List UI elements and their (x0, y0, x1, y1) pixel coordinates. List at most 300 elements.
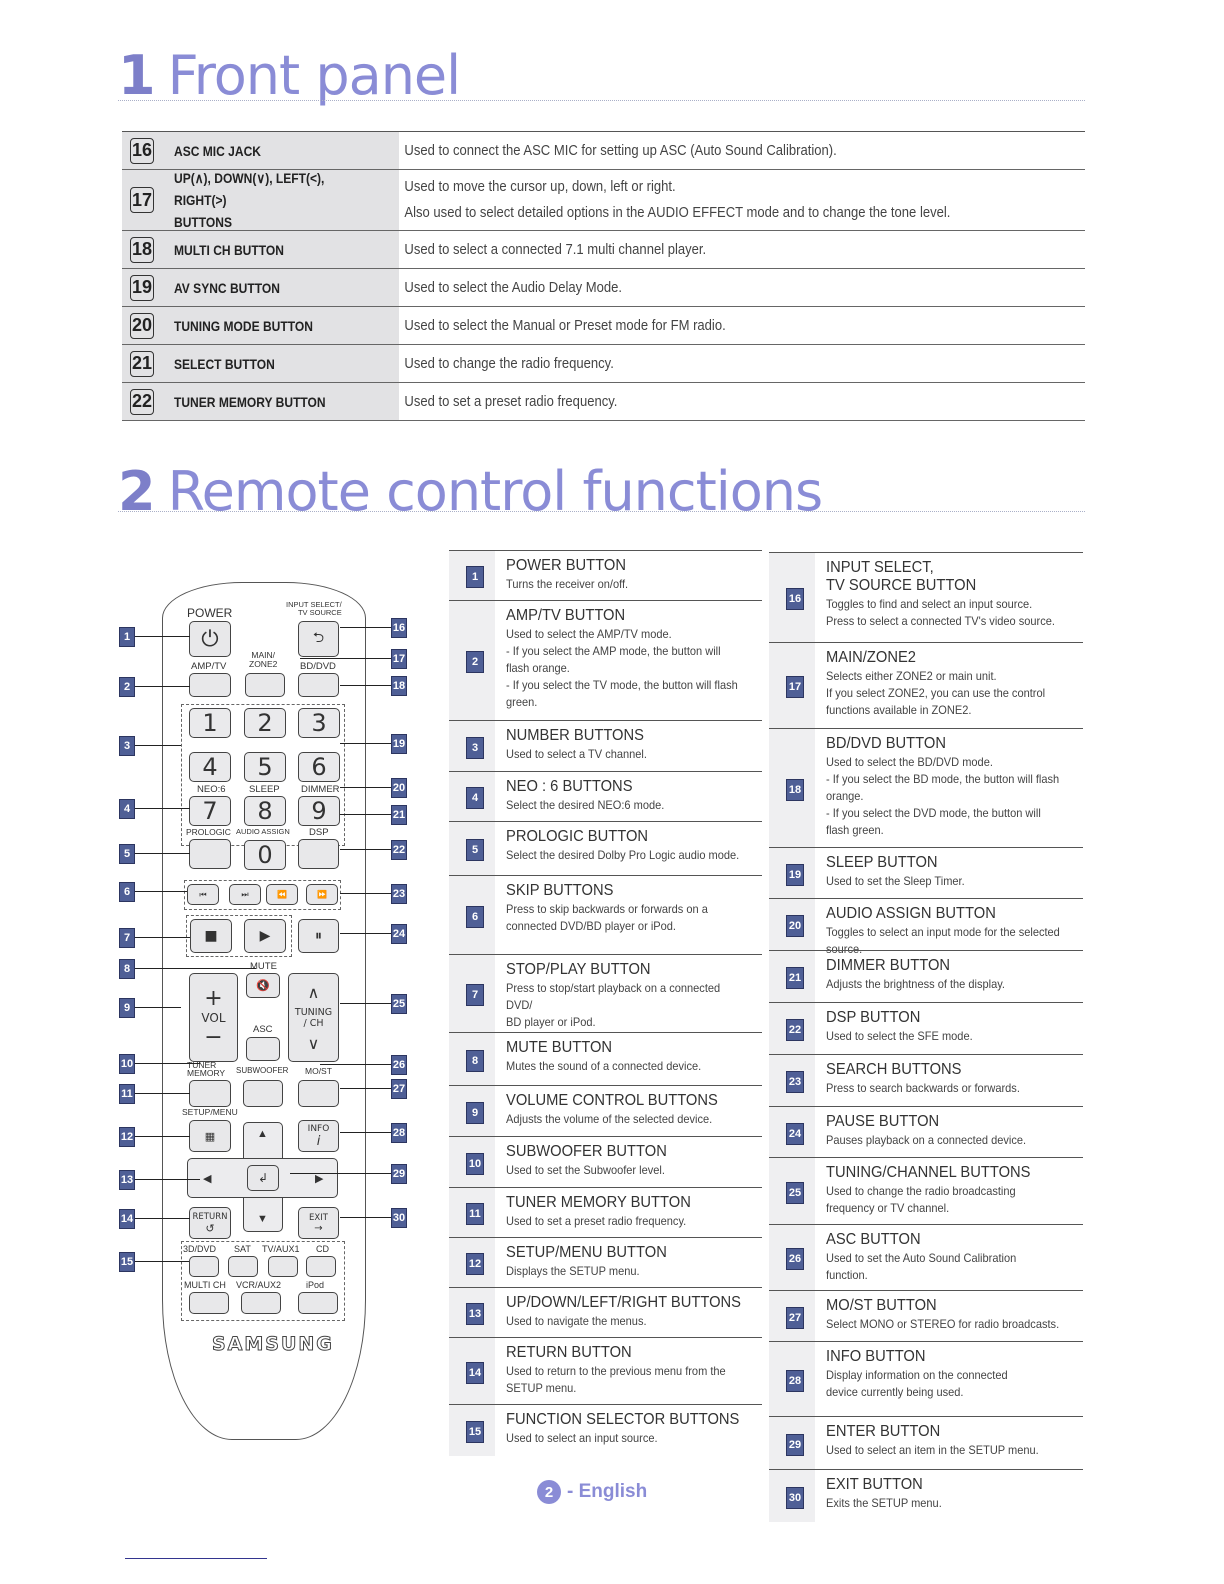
main-zone2-button (245, 673, 285, 697)
function-description: Press to stop/start playback on a connected DVD/ BD player or iPod. (506, 981, 721, 1029)
source-label: VCR/AUX2 (236, 1280, 282, 1290)
input-select-label: INPUT SELECT/ TV SOURCE (286, 600, 342, 617)
function-title: TUNER MEMORY BUTTON (506, 1194, 691, 1211)
callout-badge: 18 (391, 676, 407, 696)
function-title: PAUSE BUTTON (826, 1113, 940, 1130)
source-button (189, 1256, 219, 1277)
function-title: ASC BUTTON (826, 1231, 921, 1248)
function-item (449, 1136, 762, 1187)
callout-line (340, 1088, 391, 1089)
tuning-down-icon: ∨ (307, 1033, 320, 1053)
description-line: Used to select the Manual or Preset mode for FM radio. (404, 317, 726, 334)
front-panel-key (122, 269, 399, 306)
callout-line (135, 1218, 190, 1219)
bd-dvd-label: BD/DVD (300, 661, 336, 672)
sleep-label: SLEEP (249, 784, 280, 795)
callout-badge: 5 (119, 844, 135, 864)
callout-line (290, 1173, 391, 1174)
digit-button-9: 9 (298, 796, 340, 826)
description-line: Used to change the radio frequency. (404, 355, 614, 372)
function-description: Used to set the Auto Sound Calibration function. (826, 1251, 1017, 1282)
function-title: NEO : 6 BUTTONS (506, 778, 633, 795)
enter-icon: ↲ (247, 1165, 279, 1191)
function-item (769, 552, 1083, 642)
function-description: Toggles to select an input mode for the selected source. (826, 925, 1060, 956)
function-item (769, 1054, 1083, 1106)
digit-button-2: 2 (244, 708, 286, 738)
callout-badge: 21 (391, 805, 407, 825)
function-number-badge: 12 (466, 1253, 484, 1275)
item-name: TUNING MODE BUTTON (174, 317, 313, 334)
callout-line (340, 1132, 391, 1133)
item-number: 18 (130, 237, 154, 263)
item-number: 20 (130, 313, 154, 339)
function-description: Used to select the SFE mode. (826, 1029, 973, 1043)
section-number: 2 (118, 460, 156, 523)
section-number: 1 (118, 44, 156, 107)
tuner-memory-button (189, 1080, 231, 1107)
callout-line (320, 1064, 391, 1065)
exit-button (298, 1207, 339, 1239)
function-number-badge: 29 (786, 1434, 804, 1456)
return-icon: ↺ (205, 1221, 215, 1235)
exit-icon: → (314, 1222, 323, 1234)
callout-badge: 2 (119, 677, 135, 697)
volume-down-icon: − (204, 1024, 223, 1050)
function-title: SUBWOOFER BUTTON (506, 1143, 667, 1160)
function-description: Select the desired NEO:6 mode. (506, 798, 665, 812)
source-button (298, 1292, 338, 1314)
item-description (399, 389, 642, 415)
description-line: Used to select a connected 7.1 multi channel player. (404, 241, 707, 258)
function-title: AUDIO ASSIGN BUTTON (826, 905, 996, 922)
tuner-memory-label: TUNER MEMORY (187, 1060, 226, 1078)
function-number-badge: 5 (466, 839, 484, 861)
pause-icon: ⏸ (298, 919, 339, 953)
source-label: TV/AUX1 (262, 1244, 300, 1254)
search-back-icon: ⏪ (266, 884, 298, 905)
function-number-badge: 15 (466, 1421, 484, 1443)
front-panel-row (122, 383, 1085, 421)
item-name: TUNER MEMORY BUTTON (174, 393, 326, 410)
front-panel-key (122, 383, 399, 420)
digit-button-4: 4 (189, 752, 231, 782)
function-number-badge: 2 (466, 651, 484, 673)
function-number-badge: 1 (466, 566, 484, 588)
skip-back-icon: ⏮ (187, 884, 219, 905)
function-title: AMP/TV BUTTON (506, 607, 626, 624)
function-item (449, 1237, 762, 1287)
function-number-badge: 17 (786, 676, 804, 698)
item-number: 19 (130, 275, 154, 301)
callout-badge: 29 (391, 1164, 407, 1184)
callout-line (340, 627, 391, 628)
description-line: Also used to select detailed options in the AUDIO EFFECT mode and to change the tone level. (404, 205, 951, 221)
function-number-badge: 18 (786, 779, 804, 801)
source-label: 3D/DVD (183, 1244, 217, 1254)
function-title: DIMMER BUTTON (826, 957, 951, 974)
function-item (449, 1187, 762, 1237)
power-label: POWER (187, 606, 233, 620)
callout-badge: 6 (119, 882, 135, 902)
function-description: Adjusts the volume of the selected device. (506, 1112, 713, 1126)
digit-button-3: 3 (298, 708, 340, 738)
callout-badge: 19 (391, 734, 407, 754)
item-number: 21 (130, 351, 154, 377)
callout-line (135, 1007, 181, 1008)
function-item (769, 1106, 1083, 1157)
callout-badge: 24 (391, 924, 407, 944)
callout-badge: 14 (119, 1209, 135, 1229)
function-number-badge: 6 (466, 906, 484, 928)
subwoofer-label: SUBWOOFER (236, 1066, 289, 1075)
item-name: UP(∧), DOWN(∨), LEFT(<), RIGHT(>) BUTTONS (174, 170, 325, 230)
skip-forward-icon: ⏭ (229, 884, 261, 905)
mute-label: MUTE (250, 961, 277, 972)
function-description: Select MONO or STEREO for radio broadcasts. (826, 1317, 1060, 1331)
callout-line (135, 1261, 189, 1262)
digit-button-7: 7 (189, 796, 231, 826)
function-title: SETUP/MENU BUTTON (506, 1244, 667, 1261)
function-number-badge: 30 (786, 1487, 804, 1509)
section-divider (118, 100, 1085, 101)
function-description: Used to select an input source. (506, 1431, 658, 1445)
mo-st-button (298, 1080, 339, 1107)
callout-line (135, 937, 190, 938)
bd-dvd-button (298, 673, 339, 697)
function-item (769, 847, 1083, 898)
function-description: Displays the SETUP menu. (506, 1264, 640, 1278)
front-panel-key (122, 132, 399, 169)
item-name: ASC MIC JACK (174, 142, 261, 159)
function-title: VOLUME CONTROL BUTTONS (506, 1092, 718, 1109)
function-item (769, 898, 1083, 956)
down-arrow-icon: ▼ (257, 1213, 268, 1225)
function-item (449, 771, 762, 821)
function-title: TUNING/CHANNEL BUTTONS (826, 1164, 1031, 1181)
callout-line (135, 1093, 190, 1094)
description-line: Used to set a preset radio frequency. (404, 393, 618, 410)
function-description: Display information on the connected device currently being used. (826, 1368, 1008, 1399)
function-item (769, 1469, 1083, 1522)
function-title: EXIT BUTTON (826, 1476, 923, 1493)
item-name: AV SYNC BUTTON (174, 279, 280, 296)
section-title: Remote control functions (167, 460, 823, 523)
setup-menu-icon: ▦ (189, 1120, 231, 1152)
source-label: SAT (234, 1244, 251, 1254)
callout-badge: 16 (391, 618, 407, 638)
front-panel-row (122, 269, 1085, 307)
function-title: INFO BUTTON (826, 1348, 926, 1365)
samsung-logo: SAMSUNG (212, 1333, 334, 1355)
dsp-button (298, 839, 339, 869)
function-description: Used to return to the previous menu from the SETUP menu. (506, 1364, 726, 1395)
front-panel-key (122, 345, 399, 382)
function-title: BD/DVD BUTTON (826, 735, 946, 752)
function-description: Mutes the sound of a connected device. (506, 1059, 702, 1073)
item-number: 22 (130, 389, 154, 415)
function-title: SEARCH BUTTONS (826, 1061, 962, 1078)
callout-badge: 17 (391, 649, 407, 669)
mo-st-label: MO/ST (305, 1066, 332, 1076)
info-icon: i (316, 1133, 321, 1149)
function-item (449, 875, 762, 954)
function-item (449, 1287, 762, 1337)
callout-line (135, 1136, 190, 1137)
function-description: Used to set the Subwoofer level. (506, 1163, 665, 1177)
function-title: MAIN/ZONE2 (826, 649, 916, 666)
front-panel-row (122, 345, 1085, 383)
callout-badge: 9 (119, 998, 135, 1018)
item-description (399, 275, 647, 301)
callout-badge: 30 (391, 1208, 407, 1228)
callout-line (340, 933, 391, 934)
item-number: 17 (130, 187, 154, 213)
function-number-badge: 23 (786, 1071, 804, 1093)
bottom-rule (125, 1558, 267, 1559)
stop-icon: ■ (190, 919, 232, 953)
language-label: - English (567, 1481, 648, 1502)
callout-badge: 13 (119, 1170, 135, 1190)
function-number-badge: 8 (466, 1050, 484, 1072)
asc-label: ASC (253, 1024, 273, 1035)
callout-line (340, 849, 391, 850)
front-panel-key (122, 170, 399, 230)
function-item (769, 642, 1083, 728)
source-button (189, 1292, 229, 1314)
section-1-header (118, 44, 460, 114)
function-item (449, 1337, 762, 1404)
digit-button-8: 8 (244, 796, 286, 826)
function-title: DSP BUTTON (826, 1009, 921, 1026)
function-description: Selects either ZONE2 or main unit. If you select ZONE2, you can use the control functions available in ZONE2. (826, 669, 1046, 717)
function-title: MO/ST BUTTON (826, 1297, 937, 1314)
callout-badge: 11 (119, 1084, 135, 1104)
asc-button (246, 1037, 280, 1061)
callout-badge: 26 (391, 1055, 407, 1075)
section-title: Front panel (167, 44, 461, 107)
return-button (189, 1207, 231, 1239)
front-panel-row (122, 307, 1085, 345)
function-item (449, 720, 762, 771)
callout-line (340, 787, 391, 788)
exit-label: EXIT (309, 1212, 328, 1223)
function-description: Used to select the AMP/TV mode. - If you select the AMP mode, the button will flash orange. - If you select the TV mode, the button will flash green. (506, 627, 738, 709)
function-item (449, 1032, 762, 1085)
description-line: Used to connect the ASC MIC for setting up ASC (Auto Sound Calibration). (404, 142, 837, 159)
function-number-badge: 27 (786, 1307, 804, 1329)
source-button (306, 1256, 336, 1277)
page-number: 2 (537, 1480, 561, 1504)
function-description: Used to change the radio broadcasting frequency or TV channel. (826, 1184, 1016, 1215)
function-item (449, 550, 762, 600)
callout-badge: 22 (391, 840, 407, 860)
tuning-label: TUNING / CH (294, 1006, 333, 1029)
callout-badge: 12 (119, 1127, 135, 1147)
function-description: Pauses playback on a connected device. (826, 1133, 1027, 1147)
callout-line (135, 853, 190, 854)
function-title: NUMBER BUTTONS (506, 727, 644, 744)
function-description: Adjusts the brightness of the display. (826, 977, 1005, 991)
callout-badge: 1 (119, 627, 135, 647)
callout-line (135, 636, 190, 637)
function-item (449, 1085, 762, 1136)
callout-line (340, 1003, 391, 1004)
item-description (399, 313, 762, 339)
dsp-label: DSP (309, 827, 329, 838)
digit-button-6: 6 (298, 752, 340, 782)
function-number-badge: 28 (786, 1370, 804, 1392)
function-number-badge: 10 (466, 1153, 484, 1175)
mute-icon: 🔇 (246, 973, 280, 998)
function-title: ENTER BUTTON (826, 1423, 941, 1440)
function-title: STOP/PLAY BUTTON (506, 961, 651, 978)
function-description: Select the desired Dolby Pro Logic audio mode. (506, 848, 740, 862)
function-item (449, 821, 762, 875)
callout-line (135, 686, 190, 687)
dimmer-label: DIMMER (301, 784, 340, 795)
front-panel-row (122, 170, 1085, 231)
main-zone2-label: MAIN/ ZONE2 (249, 650, 278, 669)
digit-button-5: 5 (244, 752, 286, 782)
callout-badge: 27 (391, 1079, 407, 1099)
callout-badge: 23 (391, 884, 407, 904)
function-number-badge: 7 (466, 984, 484, 1006)
callout-line (135, 808, 190, 809)
function-description: Toggles to find and select an input source. Press to select a connected TV's video source. (826, 597, 1055, 628)
function-item (769, 1290, 1083, 1341)
function-item (769, 1157, 1083, 1224)
section-2-header (118, 460, 822, 530)
function-title: SLEEP BUTTON (826, 854, 938, 871)
source-label: MULTI CH (184, 1280, 226, 1290)
item-description (399, 237, 740, 263)
search-forward-icon: ⏩ (306, 884, 338, 905)
callout-line (340, 814, 391, 815)
function-description: Press to search backwards or forwards. (826, 1081, 1020, 1095)
function-title: SKIP BUTTONS (506, 882, 614, 899)
function-description: Used to navigate the menus. (506, 1314, 647, 1328)
function-number-badge: 11 (466, 1203, 484, 1225)
function-description: Exits the SETUP menu. (826, 1496, 942, 1510)
left-arrow-icon: ◀ (203, 1173, 212, 1185)
prologic-label: PROLOGIC (186, 827, 231, 837)
source-button (228, 1256, 258, 1277)
play-icon: ▶ (244, 919, 286, 953)
callout-line (135, 891, 187, 892)
callout-badge: 25 (391, 994, 407, 1014)
volume-label: VOL (201, 1010, 226, 1025)
function-description: Used to set the Sleep Timer. (826, 874, 965, 888)
function-number-badge: 25 (786, 1182, 804, 1204)
up-arrow-icon: ▲ (257, 1128, 268, 1140)
function-description: Used to select a TV channel. (506, 747, 647, 761)
neo6-label: NEO:6 (197, 784, 226, 795)
callout-badge: 8 (119, 959, 135, 979)
front-panel-key (122, 307, 399, 344)
power-button: ⏻ (189, 621, 231, 657)
function-description: Used to set a preset radio frequency. (506, 1214, 687, 1228)
page-footer (537, 1480, 647, 1504)
callout-line (340, 685, 391, 686)
function-title: MUTE BUTTON (506, 1039, 613, 1056)
function-item (769, 1341, 1083, 1416)
callout-line (340, 743, 391, 744)
callout-line (135, 1063, 200, 1064)
volume-up-icon: + (204, 985, 223, 1011)
function-number-badge: 3 (466, 737, 484, 759)
front-panel-table (122, 131, 1085, 421)
volume-rocker (189, 973, 238, 1062)
function-number-badge: 16 (786, 588, 804, 610)
item-number: 16 (130, 138, 154, 164)
callout-line (340, 893, 391, 894)
callout-badge: 28 (391, 1123, 407, 1143)
subwoofer-button (243, 1080, 283, 1107)
function-item (769, 1224, 1083, 1290)
item-name: SELECT BUTTON (174, 355, 275, 372)
audio-assign-label: AUDIO ASSIGN (236, 827, 290, 836)
function-number-badge: 14 (466, 1362, 484, 1384)
section-divider (118, 511, 1085, 512)
source-button (268, 1256, 298, 1277)
function-description: Used to select the BD/DVD mode. - If you select the BD mode, the button will flash orange. - If you select the DVD mode, the button will flash green. (826, 755, 1060, 837)
function-item (769, 728, 1083, 847)
function-title: PROLOGIC BUTTON (506, 828, 649, 845)
function-item (449, 1404, 762, 1456)
callout-badge: 3 (119, 736, 135, 756)
source-label: CD (316, 1244, 329, 1254)
source-button (241, 1292, 281, 1314)
function-description: Turns the receiver on/off. (506, 577, 629, 591)
function-title: RETURN BUTTON (506, 1344, 632, 1361)
front-panel-row (122, 132, 1085, 170)
tuning-rocker (288, 973, 339, 1062)
function-title: INPUT SELECT, TV SOURCE BUTTON (826, 559, 977, 594)
digit-button-1: 1 (189, 708, 231, 738)
front-panel-row (122, 231, 1085, 269)
callout-line (135, 968, 256, 969)
function-description: Used to select an item in the SETUP menu. (826, 1443, 1039, 1457)
prologic-button (189, 839, 231, 869)
function-number-badge: 13 (466, 1303, 484, 1325)
function-item (769, 1002, 1083, 1054)
info-label: INFO (307, 1123, 330, 1134)
function-number-badge: 21 (786, 967, 804, 989)
amp-tv-label: AMP/TV (191, 661, 227, 672)
item-name: MULTI CH BUTTON (174, 241, 284, 258)
callout-badge: 7 (119, 928, 135, 948)
input-select-button: ⮌ (298, 621, 339, 657)
function-item (769, 950, 1083, 1002)
callout-badge: 10 (119, 1054, 135, 1074)
description-line: Used to select the Audio Delay Mode. (404, 279, 623, 296)
callout-badge: 20 (391, 778, 407, 798)
item-description (399, 138, 885, 164)
front-panel-key (122, 231, 399, 268)
return-label: RETURN (192, 1211, 228, 1222)
function-title: UP/DOWN/LEFT/RIGHT BUTTONS (506, 1294, 741, 1311)
callout-line (340, 1217, 391, 1218)
function-item (449, 954, 762, 1032)
tuning-up-icon: ∧ (307, 982, 320, 1002)
setup-menu-label: SETUP/MENU (182, 1107, 238, 1117)
function-number-badge: 4 (466, 787, 484, 809)
right-arrow-icon: ▶ (315, 1173, 324, 1185)
function-number-badge: 19 (786, 864, 804, 886)
function-description: Press to skip backwards or forwards on a connected DVD/BD player or iPod. (506, 902, 708, 933)
callout-line (300, 658, 391, 659)
